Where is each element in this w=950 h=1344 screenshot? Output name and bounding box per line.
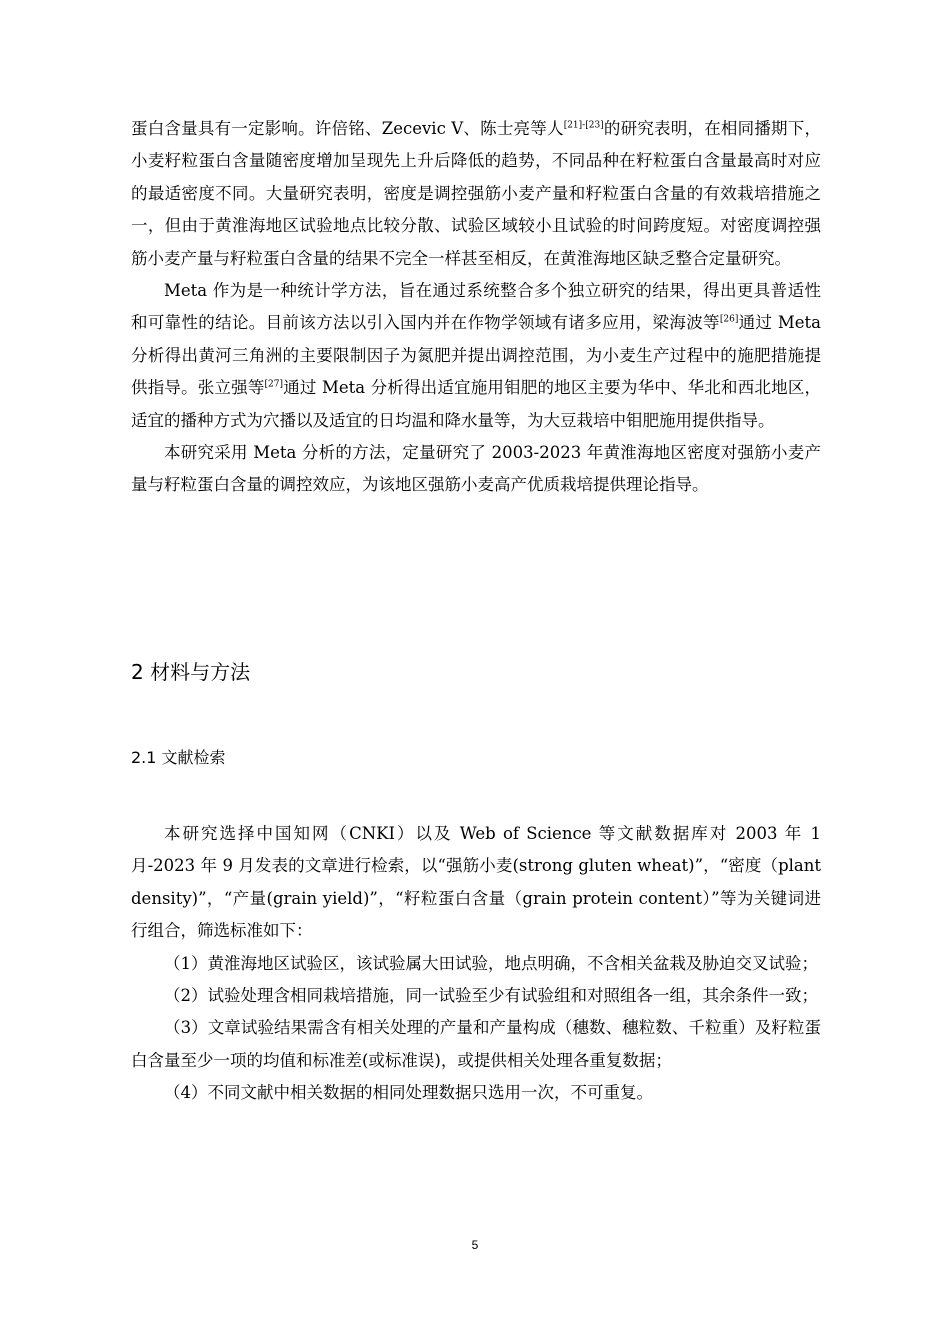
- subsection-heading: 2.1 文献检索: [131, 748, 226, 767]
- section-body: [131, 818, 821, 1110]
- intro-paragraph-2: Meta 作为是一种统计学方法，旨在通过系统整合多个独立研究的结果，得出更具普适性和可靠性的结论。目前该方法以引入国内并在作物学领域有诸多应用，梁海波等[26]通过 Meta 分析得出黄河三角洲的主要限制因子为氮肥并提出调控范围，为小麦生产过程中的施肥措施提供指导。张立强等[27]通过 Meta 分析得出适宜施用钼肥的地区主要为华中、华北和西北地区，适宜的播种方式为穴播以及适宜的日均温和降水量等，为大豆栽培中钼肥施用提供指导。: [131, 281, 822, 430]
- criterion-item: （4）不同文献中相关数据的相同处理数据只选用一次，不可重复。: [164, 1083, 653, 1103]
- intro-text: [131, 113, 821, 502]
- criterion-item: （2）试验处理含相同栽培措施，同一试验至少有试验组和对照组各一组，其余条件一致；: [164, 986, 818, 1006]
- criterion-item: （1）黄淮海地区试验区，该试验属大田试验，地点明确，不含相关盆栽及胁迫交叉试验；: [164, 953, 818, 973]
- criterion-item: （3）文章试验结果需含有相关处理的产量和产量构成（穗数、穗粒数、千粒重）及籽粒蛋白含量至少一项的均值和标准差(或标准误)，或提供相关处理各重复数据；: [131, 1018, 821, 1070]
- intro-paragraph-1: 蛋白含量具有一定影响。许倍铭、Zecevic V、陈士亮等人[21]-[23]的研究表明，在相同播期下，小麦籽粒蛋白含量随密度增加呈现先上升后降低的趋势，不同品种在籽粒蛋白含量最高时对应的最适密度不同。大量研究表明，密度是调控强筋小麦产量和籽粒蛋白含量的有效栽培措施之一，但由于黄淮海地区试验地点比较分散、试验区域较小且试验的时间跨度短。对密度调控强筋小麦产量与籽粒蛋白含量的结果不完全一样甚至相反，在黄淮海地区缺乏整合定量研究。: [131, 119, 821, 268]
- citation: [21]-[23]: [563, 120, 604, 131]
- page-number: 5: [471, 1238, 479, 1252]
- citation: [27]: [264, 379, 284, 390]
- intro-paragraph-3: 本研究采用 Meta 分析的方法，定量研究了 2003-2023 年黄淮海地区密度对强筋小麦产量与籽粒蛋白含量的调控效应，为该地区强筋小麦高产优质栽培提供理论指导。: [131, 443, 821, 495]
- citation: [26]: [719, 314, 739, 325]
- section-heading: 2 材料与方法: [131, 660, 251, 684]
- section-paragraph: 本研究选择中国知网（CNKI）以及 Web of Science 等文献数据库对 2003 年 1 月-2023 年 9 月发表的文章进行检索，以“强筋小麦(strong gluten wheat)”，“密度（plant density)”，“产量(grain yield)”，“籽粒蛋白含量（grain protein content）”等为关键词进行组合，筛选标准如下：: [131, 824, 821, 941]
